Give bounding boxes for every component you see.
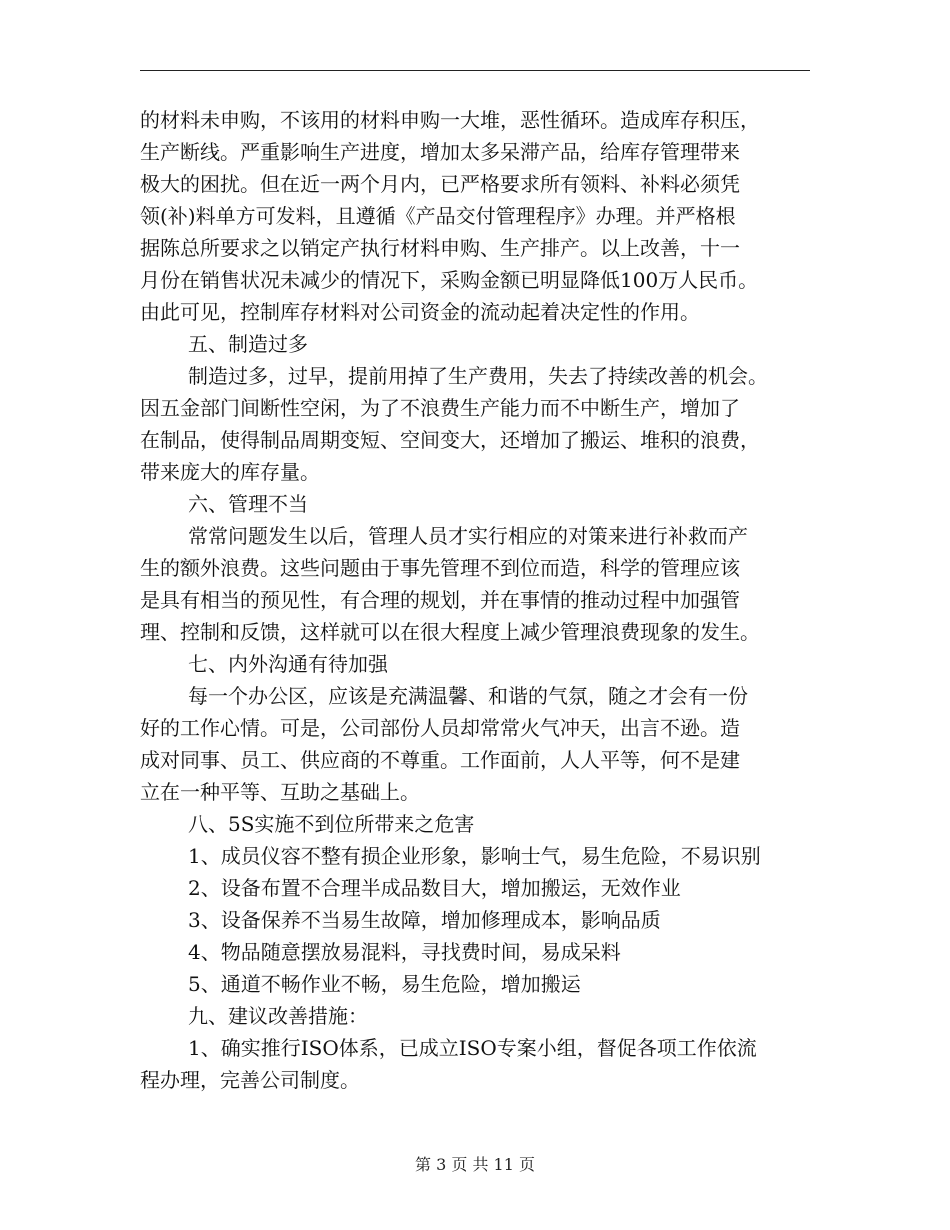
- text-line: 月份在销售状况未减少的情况下，采购金额已明显降低100万人民币。: [140, 268, 759, 292]
- text-line: 每一个办公区，应该是充满温馨、和谐的气氛，随之才会有一份: [188, 684, 748, 708]
- text-line: 好的工作心情。可是，公司部份人员却常常火气冲天，出言不逊。造: [140, 716, 740, 740]
- text-line: 常常问题发生以后，管理人员才实行相应的对策来进行补救而产: [188, 524, 748, 548]
- text-line: 5、通道不畅作业不畅，易生危险，增加搬运: [188, 972, 581, 996]
- text-line: 带来庞大的库存量。: [140, 460, 320, 484]
- text-line: 六、管理不当: [188, 492, 308, 516]
- text-line: 生的额外浪费。这些问题由于事先管理不到位而造，科学的管理应该: [140, 556, 740, 580]
- text-line: 程办理，完善公司制度。: [140, 1068, 360, 1092]
- text-line: 的材料未申购，不该用的材料申购一大堆，恶性循环。造成库存积压，: [140, 108, 760, 132]
- text-line: 3、设备保养不当易生故障，增加修理成本，影响品质: [188, 908, 661, 932]
- text-line: 是具有相当的预见性，有合理的规划，并在事情的推动过程中加强管: [140, 588, 740, 612]
- page-number: 第 3 页 共 11 页: [415, 1155, 535, 1174]
- text-line: 生产断线。严重影响生产进度，增加太多呆滞产品，给库存管理带来: [140, 140, 740, 164]
- text-line: 五、制造过多: [188, 332, 308, 356]
- text-line: 立在一种平等、互助之基础上。: [140, 780, 420, 804]
- text-line: 成对同事、员工、供应商的不尊重。工作面前，人人平等，何不是建: [140, 748, 740, 772]
- header-rule: [140, 70, 810, 71]
- text-line: 九、建议改善措施：: [188, 1004, 368, 1028]
- text-line: 极大的困扰。但在近一两个月内，已严格要求所有领料、补料必须凭: [140, 172, 740, 196]
- text-line: 因五金部门间断性空闲，为了不浪费生产能力而不中断生产，增加了: [140, 396, 740, 420]
- text-line: 据陈总所要求之以销定产执行材料申购、生产排产。以上改善，十一: [140, 236, 740, 260]
- text-line: 在制品，使得制品周期变短、空间变大，还增加了搬运、堆积的浪费，: [140, 428, 760, 452]
- text-line: 理、控制和反馈，这样就可以在很大程度上减少管理浪费现象的发生。: [140, 620, 760, 644]
- text-line: 1、成员仪容不整有损企业形象，影响士气，易生危险，不易识别: [188, 844, 761, 868]
- text-line: 制造过多，过早，提前用掉了生产费用，失去了持续改善的机会。: [188, 364, 768, 388]
- text-line: 1、确实推行ISO体系，已成立ISO专案小组，督促各项工作依流: [188, 1036, 757, 1060]
- text-line: 4、物品随意摆放易混料，寻找费时间，易成呆料: [188, 940, 621, 964]
- text-line: 2、设备布置不合理半成品数目大，增加搬运，无效作业: [188, 876, 681, 900]
- text-line: 领(补)料单方可发料，且遵循《产品交付管理程序》办理。并严格根: [140, 204, 736, 228]
- text-line: 由此可见，控制库存材料对公司资金的流动起着决定性的作用。: [140, 300, 700, 324]
- document-body: [140, 104, 810, 1096]
- text-line: 七、内外沟通有待加强: [188, 652, 388, 676]
- text-line: 八、5S实施不到位所带来之危害: [188, 812, 475, 836]
